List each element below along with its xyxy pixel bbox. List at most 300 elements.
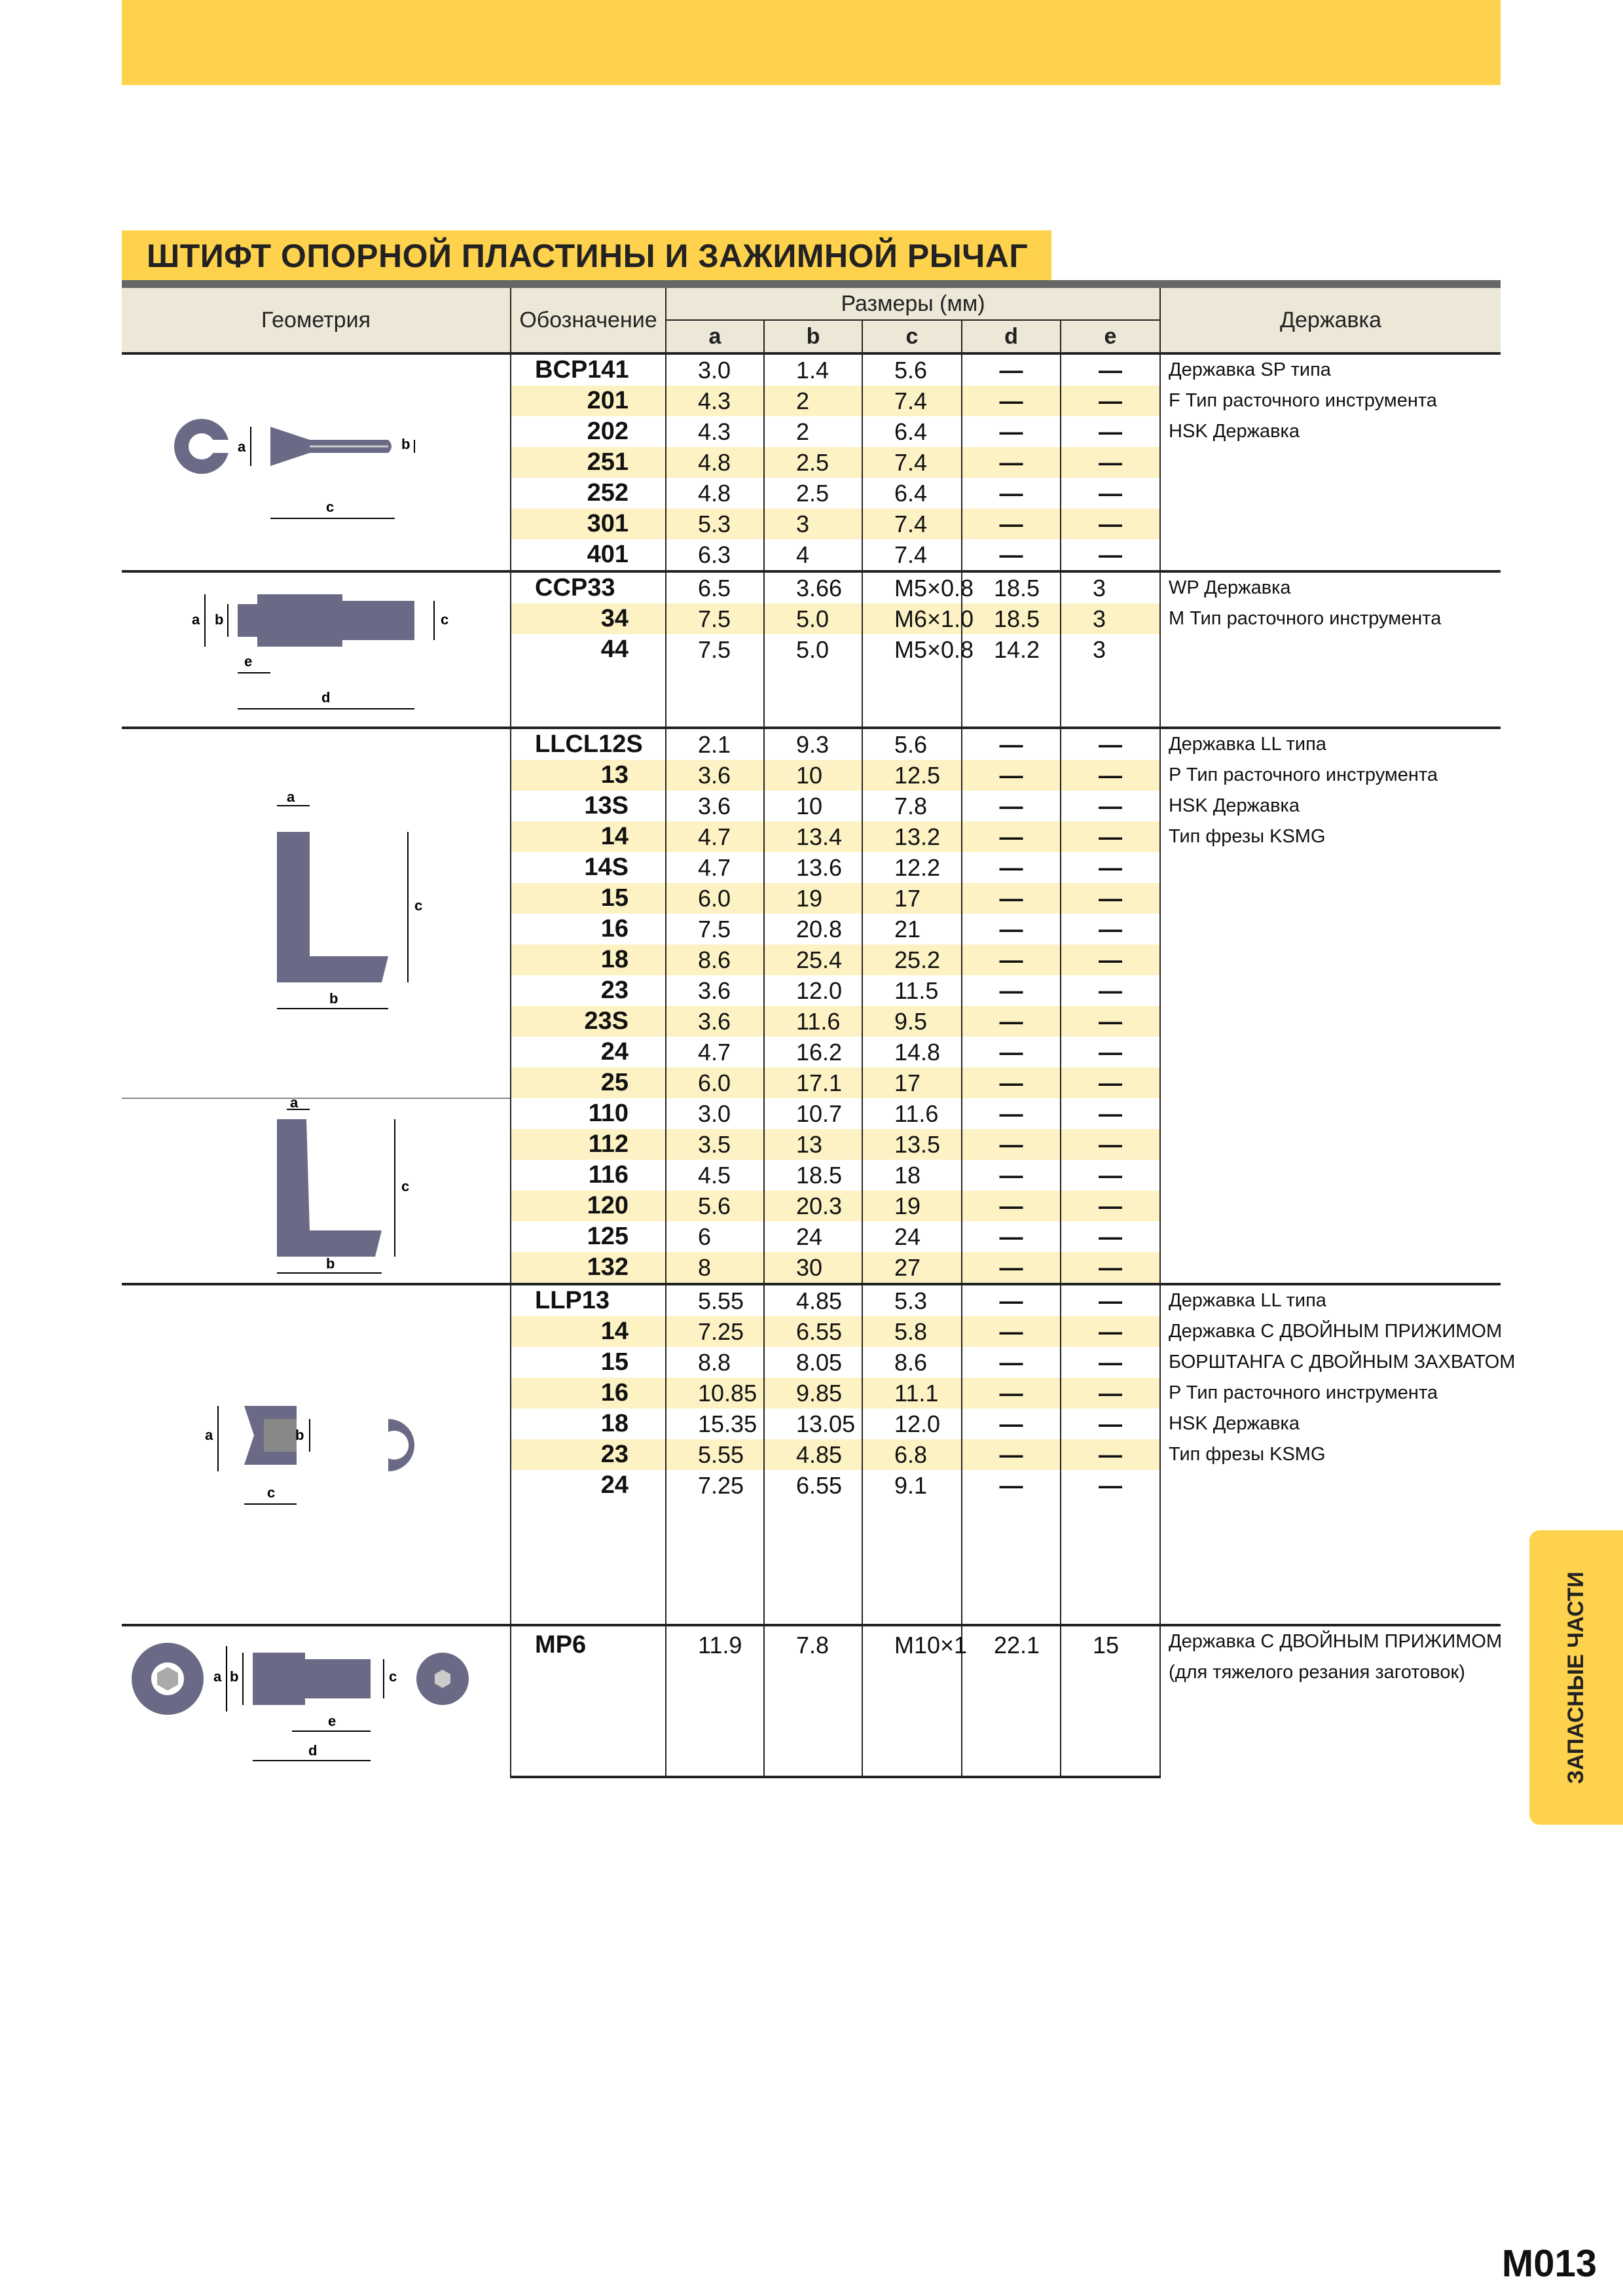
dim-cell: 6.55 xyxy=(764,1316,862,1347)
dim-cell xyxy=(666,1664,764,1701)
holder-cell xyxy=(1160,353,1501,571)
geometry-cell xyxy=(122,571,511,728)
dim-label-a: a xyxy=(213,1668,222,1685)
dim-cell: 5.0 xyxy=(764,603,862,634)
dim-cell: 13.05 xyxy=(764,1408,862,1439)
dim-cell: — xyxy=(962,478,1061,509)
dim-cell: — xyxy=(1061,760,1160,791)
geometry-cell xyxy=(122,1625,511,1777)
designation-cell xyxy=(511,1701,666,1738)
dim-cell: 7.5 xyxy=(666,603,764,634)
dim-cell: — xyxy=(1061,1006,1160,1037)
dim-cell: — xyxy=(962,852,1061,883)
dim-cell: — xyxy=(962,1006,1061,1037)
dim-cell: 2 xyxy=(764,416,862,447)
designation-cell: 23S xyxy=(511,1006,666,1037)
dim-label-d: d xyxy=(308,1742,318,1759)
designation-cell: 24 xyxy=(511,1470,666,1501)
dim-cell: 10.85 xyxy=(666,1378,764,1408)
dim-label-b: b xyxy=(214,611,223,628)
dim-cell: 8.05 xyxy=(764,1347,862,1378)
dim-cell: — xyxy=(1061,1037,1160,1067)
title-rule xyxy=(122,280,1501,288)
dim-cell: — xyxy=(1061,975,1160,1006)
header-dimensions: Размеры (мм) xyxy=(666,288,1160,320)
dim-cell: — xyxy=(1061,1408,1160,1439)
llp-pin-drawing xyxy=(146,1380,486,1530)
dim-cell: 19 xyxy=(862,1191,962,1221)
dim-cell: 24 xyxy=(764,1221,862,1252)
dim-label-c: c xyxy=(266,1484,275,1501)
dim-cell: 4.8 xyxy=(666,478,764,509)
dim-cell: 12.2 xyxy=(862,852,962,883)
dim-cell xyxy=(1061,1664,1160,1701)
dim-cell: 5.6 xyxy=(862,728,962,760)
dim-cell: — xyxy=(962,539,1061,571)
dim-cell: 9.5 xyxy=(862,1006,962,1037)
dim-cell: — xyxy=(1061,821,1160,852)
dim-label-a: a xyxy=(286,792,295,805)
dim-cell: 5.3 xyxy=(862,1284,962,1316)
designation-cell: 13 xyxy=(511,760,666,791)
dim-cell xyxy=(764,1501,862,1532)
dim-cell: 6.4 xyxy=(862,416,962,447)
dim-cell: — xyxy=(1061,883,1160,914)
dim-cell: 7.4 xyxy=(862,447,962,478)
geometry-cell xyxy=(122,353,511,571)
dim-cell: — xyxy=(1061,944,1160,975)
dim-cell: — xyxy=(1061,1347,1160,1378)
dim-cell xyxy=(1061,1532,1160,1562)
dim-label-c: c xyxy=(389,1668,397,1685)
dim-cell: 11.5 xyxy=(862,975,962,1006)
dim-cell: — xyxy=(1061,914,1160,944)
dim-cell: 19 xyxy=(764,883,862,914)
holder-line: HSK Державка xyxy=(1169,795,1300,816)
designation-cell: 401 xyxy=(511,539,666,571)
dim-cell: 16.2 xyxy=(764,1037,862,1067)
geometry-cell xyxy=(122,1284,511,1625)
dim-cell: 6.4 xyxy=(862,478,962,509)
dim-cell xyxy=(666,1738,764,1777)
dim-cell: 6.3 xyxy=(666,539,764,571)
dim-cell: — xyxy=(962,791,1061,821)
holder-line: Тип фрезы KSMG xyxy=(1169,1444,1326,1465)
dim-cell: 9.1 xyxy=(862,1470,962,1501)
dim-cell: — xyxy=(962,416,1061,447)
dim-cell: — xyxy=(962,1378,1061,1408)
dim-cell xyxy=(962,1562,1061,1593)
dim-cell: — xyxy=(1061,1129,1160,1160)
geometry-cell xyxy=(122,728,511,1098)
table-row xyxy=(122,1625,1501,1664)
dim-cell xyxy=(962,1738,1061,1777)
holder-line: HSK Державка xyxy=(1169,421,1300,442)
dim-cell xyxy=(862,665,962,696)
designation-cell: 18 xyxy=(511,944,666,975)
dim-label-b: b xyxy=(329,990,338,1007)
dim-cell: 7.8 xyxy=(862,791,962,821)
holder-line: БОРШТАНГА С ДВОЙНЫМ ЗАХВАТОМ xyxy=(1169,1352,1516,1372)
dim-cell: 4.85 xyxy=(764,1439,862,1470)
dim-cell xyxy=(666,696,764,728)
dim-cell: 3.6 xyxy=(666,791,764,821)
dim-cell: — xyxy=(962,1037,1061,1067)
dim-cell: 13.6 xyxy=(764,852,862,883)
dim-cell xyxy=(764,1664,862,1701)
dim-cell: 7.5 xyxy=(666,634,764,665)
dim-cell: — xyxy=(962,1408,1061,1439)
designation-cell xyxy=(511,696,666,728)
dim-cell: 4.7 xyxy=(666,1037,764,1067)
dim-cell: — xyxy=(1061,1191,1160,1221)
dim-cell: — xyxy=(962,975,1061,1006)
dim-cell: 6.8 xyxy=(862,1439,962,1470)
dim-cell: 7.25 xyxy=(666,1470,764,1501)
dim-cell xyxy=(1061,665,1160,696)
bcp-pin-drawing xyxy=(146,381,486,545)
dim-cell: 3.0 xyxy=(666,353,764,386)
dim-cell: 17 xyxy=(862,1067,962,1098)
dim-cell xyxy=(862,696,962,728)
dim-cell xyxy=(862,1701,962,1738)
dim-cell: 20.8 xyxy=(764,914,862,944)
designation-cell: 18 xyxy=(511,1408,666,1439)
side-tab-label: ЗАПАСНЫЕ ЧАСТИ xyxy=(1563,1571,1589,1784)
dim-cell: 3.66 xyxy=(764,571,862,603)
dim-cell: 7.4 xyxy=(862,386,962,416)
dim-cell: — xyxy=(962,821,1061,852)
designation-cell: 14S xyxy=(511,852,666,883)
holder-line: Державка С ДВОЙНЫМ ПРИЖИМОМ xyxy=(1169,1321,1503,1342)
designation-cell: 25 xyxy=(511,1067,666,1098)
dim-cell: — xyxy=(962,1129,1061,1160)
designation-cell: 201 xyxy=(511,386,666,416)
dim-cell xyxy=(764,665,862,696)
header-dim-b: b xyxy=(764,320,862,353)
dim-cell: 4 xyxy=(764,539,862,571)
dim-cell: — xyxy=(962,760,1061,791)
dim-cell: 11.6 xyxy=(764,1006,862,1037)
holder-line: Державка С ДВОЙНЫМ ПРИЖИМОМ xyxy=(1169,1631,1503,1652)
dim-cell: 8 xyxy=(666,1252,764,1284)
header-dim-e: e xyxy=(1061,320,1160,353)
dim-cell xyxy=(862,1738,962,1777)
dim-cell: — xyxy=(1061,539,1160,571)
designation-cell: 252 xyxy=(511,478,666,509)
dim-cell xyxy=(666,1593,764,1625)
dim-cell: — xyxy=(962,447,1061,478)
holder-line: Державка LL типа xyxy=(1169,1290,1326,1311)
designation-cell: 24 xyxy=(511,1037,666,1067)
designation-cell: CCP33 xyxy=(511,571,666,603)
dim-cell: — xyxy=(1061,353,1160,386)
dim-cell: 17 xyxy=(862,883,962,914)
dim-cell: 6.5 xyxy=(666,571,764,603)
dim-cell: — xyxy=(962,1316,1061,1347)
dim-cell xyxy=(764,1738,862,1777)
llcl-lever-drawing-2 xyxy=(179,1100,454,1283)
dim-cell: 13.5 xyxy=(862,1129,962,1160)
header-designation: Обозначение xyxy=(511,288,666,353)
dim-cell: — xyxy=(962,728,1061,760)
dim-cell: — xyxy=(962,1252,1061,1284)
dim-cell: — xyxy=(1061,791,1160,821)
dim-cell: 4.7 xyxy=(666,821,764,852)
designation-cell: 23 xyxy=(511,1439,666,1470)
dim-label-a: a xyxy=(237,438,246,455)
dim-cell: 27 xyxy=(862,1252,962,1284)
dim-cell: 8.8 xyxy=(666,1347,764,1378)
geometry-cell xyxy=(122,1098,511,1284)
dim-cell: 8.6 xyxy=(666,944,764,975)
designation-cell: 13S xyxy=(511,791,666,821)
designation-cell: 15 xyxy=(511,883,666,914)
dim-cell: 4.7 xyxy=(666,852,764,883)
designation-cell: MP6 xyxy=(511,1625,666,1664)
dim-label-a: a xyxy=(191,611,200,628)
dim-cell: 6.0 xyxy=(666,883,764,914)
dim-cell: — xyxy=(1061,447,1160,478)
dim-cell xyxy=(962,665,1061,696)
designation-cell: 125 xyxy=(511,1221,666,1252)
dim-cell: 8.6 xyxy=(862,1347,962,1378)
dim-cell: — xyxy=(962,386,1061,416)
designation-cell: 132 xyxy=(511,1252,666,1284)
dim-cell xyxy=(1061,1501,1160,1532)
ccp-pin-drawing xyxy=(146,575,486,725)
dim-cell: 6 xyxy=(666,1221,764,1252)
holder-line: Тип фрезы KSMG xyxy=(1169,826,1326,847)
dim-cell: 7.5 xyxy=(666,914,764,944)
dim-cell: 5.55 xyxy=(666,1284,764,1316)
dim-cell xyxy=(962,1501,1061,1532)
dim-cell: M5×0.8 xyxy=(862,634,962,665)
designation-cell: 34 xyxy=(511,603,666,634)
dim-cell: — xyxy=(1061,1067,1160,1098)
dim-cell: 18.5 xyxy=(962,571,1061,603)
header-dim-a: a xyxy=(666,320,764,353)
dim-cell: 9.3 xyxy=(764,728,862,760)
designation-cell xyxy=(511,1562,666,1593)
designation-cell: 110 xyxy=(511,1098,666,1129)
dim-cell xyxy=(764,1593,862,1625)
dim-cell: 20.3 xyxy=(764,1191,862,1221)
designation-cell: 112 xyxy=(511,1129,666,1160)
dim-cell: 12.5 xyxy=(862,760,962,791)
dim-cell: 9.85 xyxy=(764,1378,862,1408)
mp-pin-drawing xyxy=(122,1626,511,1777)
dim-cell: M10×1 xyxy=(862,1625,962,1664)
dim-cell: 12.0 xyxy=(862,1408,962,1439)
dim-cell xyxy=(962,1664,1061,1701)
dim-cell: M6×1.0 xyxy=(862,603,962,634)
dim-cell xyxy=(764,1562,862,1593)
dim-cell: 3.6 xyxy=(666,1006,764,1037)
dim-cell xyxy=(666,1532,764,1562)
dim-cell: 18.5 xyxy=(764,1160,862,1191)
dim-cell: — xyxy=(1061,728,1160,760)
designation-cell: 120 xyxy=(511,1191,666,1221)
designation-cell xyxy=(511,1664,666,1701)
dim-cell: 13 xyxy=(764,1129,862,1160)
dim-label-c: c xyxy=(325,498,334,515)
holder-line: F Тип расточного инструмента xyxy=(1169,390,1437,411)
dim-cell: 2.1 xyxy=(666,728,764,760)
dim-cell: — xyxy=(1061,1284,1160,1316)
dim-cell: 15 xyxy=(1061,1625,1160,1664)
dim-cell: — xyxy=(962,353,1061,386)
header-dim-d: d xyxy=(962,320,1061,353)
dim-cell xyxy=(862,1593,962,1625)
designation-cell xyxy=(511,1501,666,1532)
dim-cell: 14.8 xyxy=(862,1037,962,1067)
dim-cell: — xyxy=(962,1439,1061,1470)
dim-cell: 25.2 xyxy=(862,944,962,975)
dim-label-b: b xyxy=(325,1255,335,1272)
dim-cell: 15.35 xyxy=(666,1408,764,1439)
dim-cell: 18 xyxy=(862,1160,962,1191)
top-color-band xyxy=(122,0,1501,85)
designation-cell xyxy=(511,1593,666,1625)
dim-cell: 11.9 xyxy=(666,1625,764,1664)
dim-cell: 12.0 xyxy=(764,975,862,1006)
table-row xyxy=(122,353,1501,386)
dim-cell: 4.8 xyxy=(666,447,764,478)
dim-cell xyxy=(666,665,764,696)
dim-cell: 3 xyxy=(1061,634,1160,665)
dim-label-c: c xyxy=(401,1177,409,1194)
dim-cell: — xyxy=(1061,1470,1160,1501)
dim-cell: 3 xyxy=(1061,603,1160,634)
dim-cell: 3.6 xyxy=(666,760,764,791)
dim-cell: — xyxy=(962,1160,1061,1191)
dim-cell: — xyxy=(962,1098,1061,1129)
dim-cell xyxy=(666,1562,764,1593)
holder-line: M Тип расточного инструмента xyxy=(1169,608,1442,629)
dim-cell: — xyxy=(1061,1252,1160,1284)
dim-cell: 10 xyxy=(764,760,862,791)
dim-label-b: b xyxy=(230,1668,239,1685)
dim-cell: 10 xyxy=(764,791,862,821)
dim-cell: — xyxy=(1061,386,1160,416)
dim-label-b: b xyxy=(295,1426,304,1443)
dim-cell xyxy=(764,696,862,728)
dim-cell: 5.8 xyxy=(862,1316,962,1347)
holder-cell xyxy=(1160,571,1501,728)
designation-cell: 44 xyxy=(511,634,666,665)
designation-cell xyxy=(511,665,666,696)
dim-cell xyxy=(1061,1593,1160,1625)
dim-cell: 7.8 xyxy=(764,1625,862,1664)
dim-cell: 3.0 xyxy=(666,1098,764,1129)
dim-cell: 5.3 xyxy=(666,509,764,539)
designation-cell: 15 xyxy=(511,1347,666,1378)
dim-cell xyxy=(666,1501,764,1532)
dim-label-d: d xyxy=(321,689,330,706)
dim-cell xyxy=(764,1532,862,1562)
table-row xyxy=(122,1284,1501,1316)
holder-line: P Тип расточного инструмента xyxy=(1169,1382,1438,1403)
dim-cell xyxy=(962,1532,1061,1562)
dim-cell: M5×0.8 xyxy=(862,571,962,603)
dim-cell: — xyxy=(962,883,1061,914)
dim-cell: — xyxy=(1061,1098,1160,1129)
dim-cell: — xyxy=(1061,1160,1160,1191)
dim-cell: — xyxy=(1061,478,1160,509)
designation-cell: 14 xyxy=(511,1316,666,1347)
dim-cell: 2.5 xyxy=(764,447,862,478)
dim-label-e: e xyxy=(328,1713,337,1729)
designation-cell: 301 xyxy=(511,509,666,539)
dim-cell: — xyxy=(962,1347,1061,1378)
dim-cell: 3 xyxy=(764,509,862,539)
dim-cell: 11.1 xyxy=(862,1378,962,1408)
holder-line: HSK Державка xyxy=(1169,1413,1300,1434)
dim-label-b: b xyxy=(401,435,410,452)
page-number: M013 xyxy=(1501,2242,1597,2285)
table-row xyxy=(122,728,1501,760)
holder-cell xyxy=(1160,1284,1516,1625)
holder-cell xyxy=(1160,728,1501,1284)
holder-line: WP Державка xyxy=(1169,577,1291,598)
header-geometry: Геометрия xyxy=(122,288,511,353)
page-title: ШТИФТ ОПОРНОЙ ПЛАСТИНЫ И ЗАЖИМНОЙ РЫЧАГ xyxy=(147,238,1029,274)
dim-cell: 13.4 xyxy=(764,821,862,852)
designation-cell: 251 xyxy=(511,447,666,478)
dim-cell: — xyxy=(1061,1221,1160,1252)
designation-cell: 116 xyxy=(511,1160,666,1191)
dim-cell: 6.55 xyxy=(764,1470,862,1501)
dim-cell: — xyxy=(1061,1378,1160,1408)
dim-cell: 5.6 xyxy=(666,1191,764,1221)
dim-cell: — xyxy=(1061,1316,1160,1347)
dim-cell: 22.1 xyxy=(962,1625,1061,1664)
dim-cell xyxy=(1061,696,1160,728)
dim-cell: — xyxy=(962,1221,1061,1252)
dim-cell: 1.4 xyxy=(764,353,862,386)
designation-cell: 14 xyxy=(511,821,666,852)
dim-cell: 11.6 xyxy=(862,1098,962,1129)
dim-cell: — xyxy=(1061,509,1160,539)
designation-cell: 202 xyxy=(511,416,666,447)
table-row xyxy=(122,571,1501,603)
llcl-lever-drawing-1 xyxy=(179,793,454,1035)
dim-cell: — xyxy=(1061,416,1160,447)
dim-cell: 4.85 xyxy=(764,1284,862,1316)
holder-line: Державка SP типа xyxy=(1169,359,1331,380)
header-holder: Державка xyxy=(1160,288,1501,353)
dim-cell: 7.4 xyxy=(862,509,962,539)
holder-cell xyxy=(1160,1625,1501,1777)
dim-cell: — xyxy=(962,1191,1061,1221)
dim-label-e: e xyxy=(244,653,252,670)
holder-line: P Тип расточного инструмента xyxy=(1169,764,1438,785)
dim-cell: 24 xyxy=(862,1221,962,1252)
designation-cell: BCP141 xyxy=(511,353,666,386)
designation-cell: LLP13 xyxy=(511,1284,666,1316)
dim-cell: 3.6 xyxy=(666,975,764,1006)
dim-cell: 3 xyxy=(1061,571,1160,603)
dim-cell: 7.4 xyxy=(862,539,962,571)
dim-cell xyxy=(1061,1562,1160,1593)
dim-cell: 10.7 xyxy=(764,1098,862,1129)
designation-cell xyxy=(511,1532,666,1562)
dim-cell: 18.5 xyxy=(962,603,1061,634)
dim-cell xyxy=(962,1701,1061,1738)
designation-cell: 23 xyxy=(511,975,666,1006)
dim-cell: — xyxy=(962,1067,1061,1098)
